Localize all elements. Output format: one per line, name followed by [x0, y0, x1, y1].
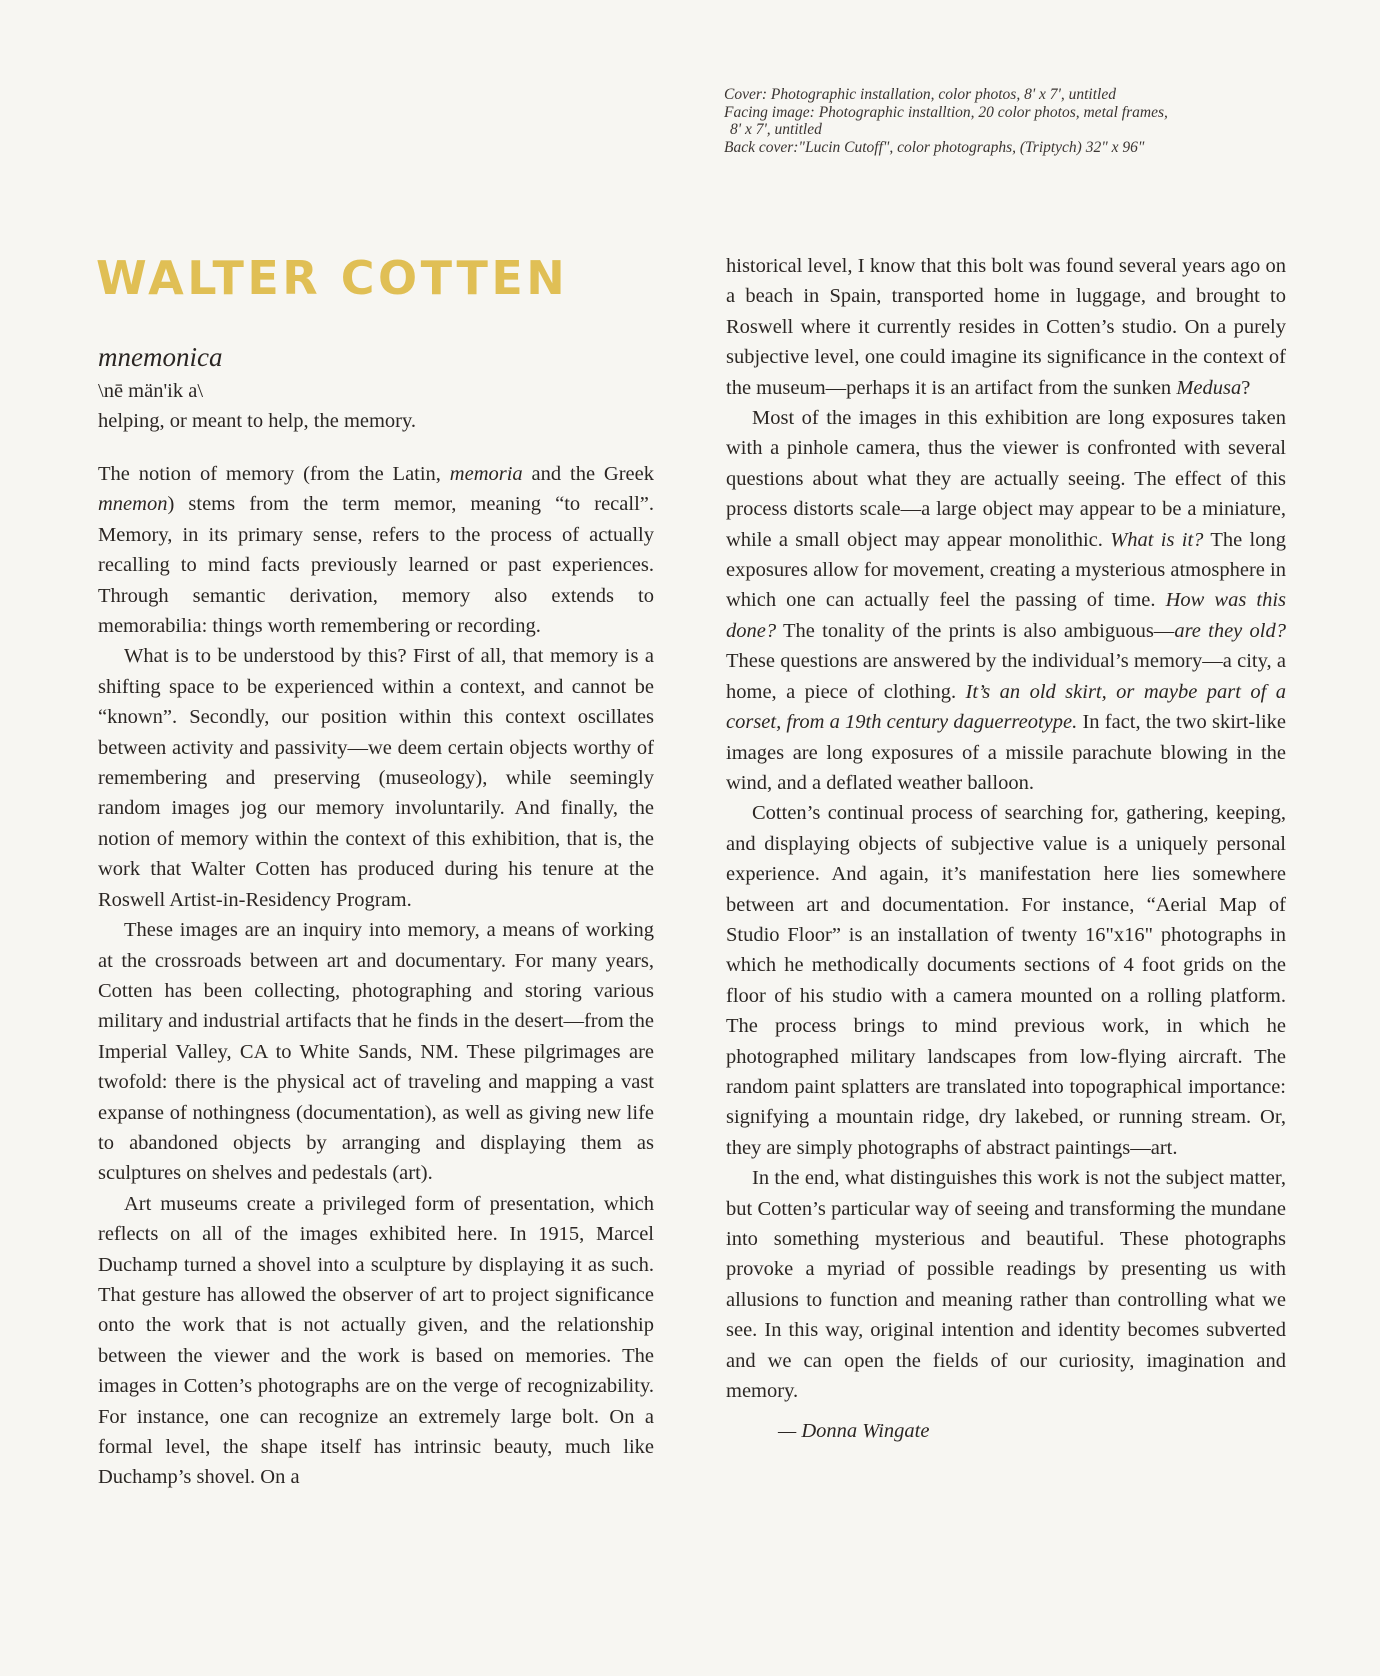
essay-emphasis: How was this done?: [726, 589, 1287, 642]
essay-column-left: [98, 459, 654, 1493]
essay-emphasis: are they old?: [1174, 619, 1286, 642]
essay-text: Most of the images in this exhibition are long exposures taken with a pinhole camera, thus the viewer is confronted with several questions about what they are actually seeing. The effect of this process distorts scale—a large object may appear to be a miniature, while a small object may appear monolithic.: [726, 407, 1286, 551]
essay-text: and the Greek: [522, 463, 654, 485]
essay-paragraph: Art museums create a privileged form of presentation, which reflects on all of the images exhibited here. In 1915, Marcel Duchamp turned a shovel into a sculpture by displaying it as such. That gesture has allowed the observer of art to project significance onto the work that is not actually given, and the relationship between the viewer and the work is based on memories. The images in Cotten’s photographs are on the verge of recognizability. For instance, one can recognize an extremely large bolt. On a formal level, the shape itself has intrinsic beauty, much like Duchamp’s shovel. On a: [98, 1192, 654, 1489]
essay-emphasis: mnemon: [98, 493, 168, 516]
definition-pronunciation: \nē män'ik a\: [98, 380, 204, 402]
author-signature: — Donna Wingate: [778, 1420, 930, 1443]
essay-paragraph: Cotten’s continual process of searching for, gathering, keeping, and displaying objects of subjective value is a uniquely personal experience. And again, it’s manifestation here lies somewhere between art and documentation. For instance, “Aerial Map of Studio Floor” is an installation of twenty 16"x16" photographs in which he methodically documents sections of 4 foot grids on the floor of his studio with a camera mounted on a rolling platform. The process brings to mind previous work, in which he photographed military landscapes from low-flying aircraft. The random paint splatters are translated into topographical importance: signifying a mountain ridge, dry lakebed, or running stream. Or, they are simply photographs of abstract paintings—art.: [726, 802, 1286, 1159]
essay-paragraph: In the end, what distinguishes this work is not the subject matter, but Cotten’s particular way of seeing and transforming the mundane into something mysterious and beautiful. These photographs provoke a myriad of possible readings by presenting us with allusions to function and meaning rather than controlling what we see. In this way, original intention and identity becomes subverted and we can open the fields of our curiosity, imagination and memory.: [726, 1167, 1286, 1403]
essay-text: The notion of memory (from the Latin,: [98, 463, 450, 485]
essay-text: ) stems from the term memor, meaning “to recall”. Memory, in its primary sense, refers to the process of actually recalling to mind facts previously learned or past experiences. Through semantic derivation, memory also extends to memorabilia: things worth remembering or recording.: [98, 493, 654, 638]
essay-paragraph: What is to be understood by this? First of all, that memory is a shifting space to be experienced within a context, and cannot be “known”. Secondly, our position within this context oscillates between activity and passivity—we deem certain objects worthy of remembering and preserving (museology), while seemingly random images jog our memory involuntarily. And finally, the notion of memory within the context of this exhibition, that is, the work that Walter Cotten has produced during his tenure at the Roswell Artist-in-Residency Program.: [98, 645, 654, 911]
essay-text: ?: [1241, 376, 1251, 399]
essay-emphasis: It’s an old skirt, or maybe part of a corset, from a 19th century daguerreotype.: [726, 680, 1286, 734]
essay-paragraph: [726, 251, 1286, 403]
page-title: WALTER COTTEN: [96, 251, 569, 305]
essay-paragraph: [98, 459, 654, 641]
essay-column-right: [726, 251, 1286, 1447]
essay-text: The long exposures allow for movement, creating a mysterious atmosphere in which one can actually feel the passing of time.: [726, 528, 1286, 612]
essay-emphasis: Medusa: [1176, 376, 1242, 399]
essay-emphasis: memoria: [449, 463, 523, 485]
essay-text: historical level, I know that this bolt was found several years ago on a beach in Spain, transported home in luggage, and brought to Roswell where it currently resides in Cotten’s studio. On a purely subjective level, one could imagine its significance in the context of the museum—perhaps it is an artifact from the sunken: [726, 255, 1286, 399]
essay-paragraph: [726, 403, 1286, 798]
essay-emphasis: What is it?: [1110, 528, 1204, 551]
image-caption: [724, 86, 1304, 156]
essay-text: The tonality of the prints is also ambiguous—: [776, 619, 1175, 642]
caption-facing-image: Facing image: Photographic installtion, 20 color photos, metal frames,: [724, 103, 1168, 121]
caption-back-cover: Back cover:"Lucin Cutoff", color photographs, (Triptych) 32" x 96": [724, 138, 1145, 156]
essay-text: These questions are answered by the individual’s memory—a city, a home, a piece of clothing.: [726, 650, 1286, 703]
definition-meaning: helping, or meant to help, the memory.: [98, 410, 417, 432]
caption-cover: Cover: Photographic installation, color photos, 8' x 7', untitled: [724, 86, 1116, 103]
caption-facing-image-dimensions: 8' x 7', untitled: [730, 121, 822, 138]
essay-text: In fact, the two skirt-like images are long exposures of a missile parachute blowing in the wind, and a deflated weather balloon.: [726, 711, 1286, 794]
essay-paragraph: These images are an inquiry into memory, a means of working at the crossroads between art and documentary. For many years, Cotten has been collecting, photographing and storing various military and industrial artifacts that he finds in the desert—from the Imperial Valley, CA to White Sands, NM. These pilgrimages are twofold: there is the physical act of traveling and mapping a vast expanse of nothingness (documentation), as well as giving new life to abandoned objects by arranging and displaying them as sculptures on shelves and pedestals (art).: [98, 919, 654, 1185]
definition-term: mnemonica: [98, 342, 223, 372]
definition-block: [98, 338, 658, 436]
